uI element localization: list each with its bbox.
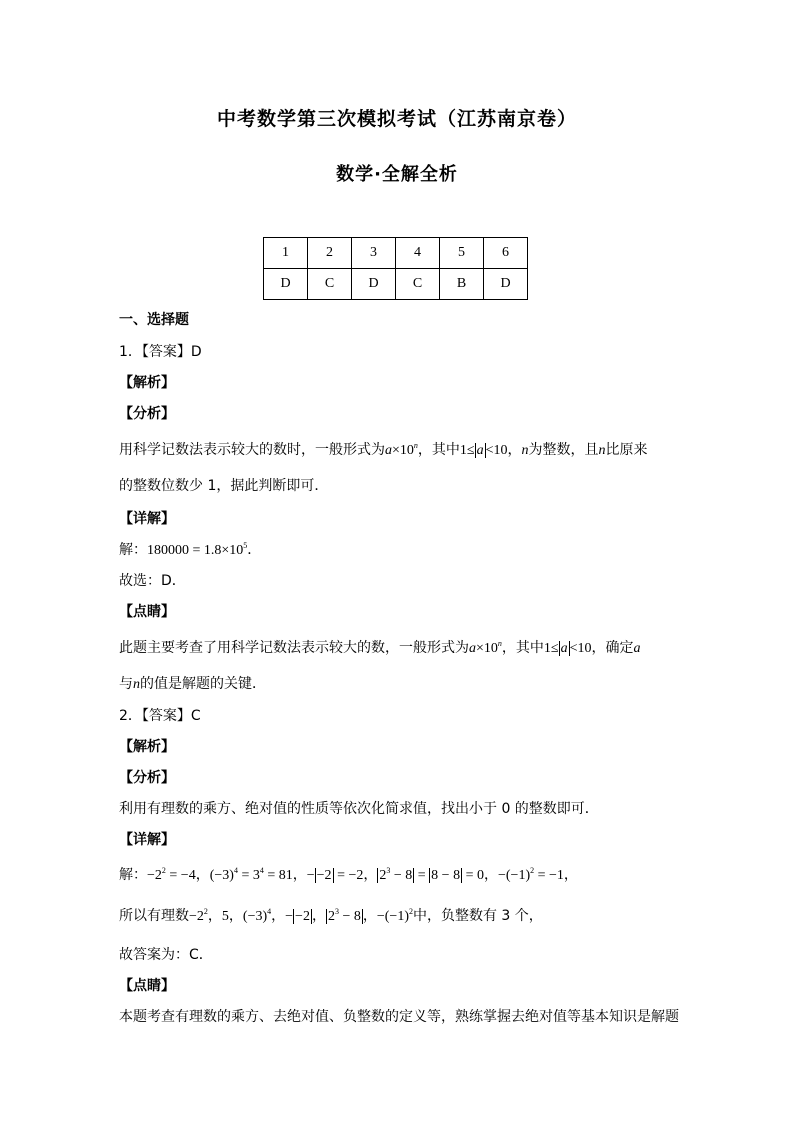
answer-table-cell: 6 <box>484 238 528 269</box>
page-title: 中考数学第三次模拟考试（江苏南京卷） <box>216 108 577 130</box>
q1-xiangjie-heading: 【详解】 <box>119 511 175 527</box>
q2-summary-line: 所以有理数$-2^2$，5，$(-3)^4$，− −2 ， $2^3 - 8$ ，$-(-1)^2$中，负整数有 3 个， <box>119 907 543 924</box>
q1-fenxi-text: 用科学记数法表示较大的数时，一般形式为$a\times 10^n$，其中1≤ a <10，n为整数，且n比原来 <box>119 441 648 458</box>
q1-fenxi-heading: 【分析】 <box>119 406 175 422</box>
q2-fenxi-text: 利用有理数的乘方、绝对值的性质等依次化简求值，找出小于 0 的整数即可． <box>119 801 599 817</box>
answer-table-cell: 1 <box>264 238 308 269</box>
q2-dianjing-text: 本题考查有理数的乘方、去绝对值、负整数的定义等，熟练掌握去绝对值等基本知识是解题 <box>119 1009 679 1025</box>
answer-table-cell: B <box>440 269 484 300</box>
q2-solution-line: 解：$-2^2 = -4$，$(-3)^4 = 3^4 = 81$，− −2 = −2， $2^3 - 8 = 8 - 8 = 0$，$-(-1)^2 = -1$， <box>119 866 578 883</box>
q2-answer: 故答案为：C． <box>119 947 213 963</box>
section-heading: 一、选择题 <box>119 312 189 328</box>
answer-table-cell: C <box>396 269 440 300</box>
q1-answer-heading: 1．【答案】D <box>119 344 202 360</box>
answer-table-cell: C <box>308 269 352 300</box>
answer-table-cell: 3 <box>352 238 396 269</box>
q1-dianjing-heading: 【点睛】 <box>119 604 175 620</box>
q1-solution: 解：$180000 = 1.8\times 10^5$． <box>119 541 262 558</box>
answer-table-cell: 4 <box>396 238 440 269</box>
q2-xiangjie-heading: 【详解】 <box>119 832 175 848</box>
q2-answer-heading: 2．【答案】C <box>119 708 201 724</box>
q1-fenxi-text-2: 的整数位数少 1，据此判断即可． <box>119 478 329 494</box>
q2-jiexi-heading: 【解析】 <box>119 739 175 755</box>
q2-dianjing-heading: 【点睛】 <box>119 978 175 994</box>
q1-dianjing-text: 此题主要考查了用科学记数法表示较大的数，一般形式为$a\times 10^n$，其中1≤ a <10，确定a <box>119 639 641 656</box>
q1-dianjing-text-2: 与n的值是解题的关键． <box>119 676 266 692</box>
answer-table-cell: 5 <box>440 238 484 269</box>
answer-table-numbers-row <box>264 238 528 269</box>
q2-fenxi-heading: 【分析】 <box>119 770 175 786</box>
answer-table-cell: D <box>484 269 528 300</box>
answer-table-cell: D <box>264 269 308 300</box>
answer-table-cell: 2 <box>308 238 352 269</box>
answer-table <box>263 237 528 300</box>
answer-table-cell: D <box>352 269 396 300</box>
answer-table-answers-row <box>264 269 528 300</box>
page-subtitle: 数学·全解全析 <box>336 164 458 185</box>
q1-choice: 故选：D． <box>119 573 186 589</box>
q1-jiexi-heading: 【解析】 <box>119 375 175 391</box>
